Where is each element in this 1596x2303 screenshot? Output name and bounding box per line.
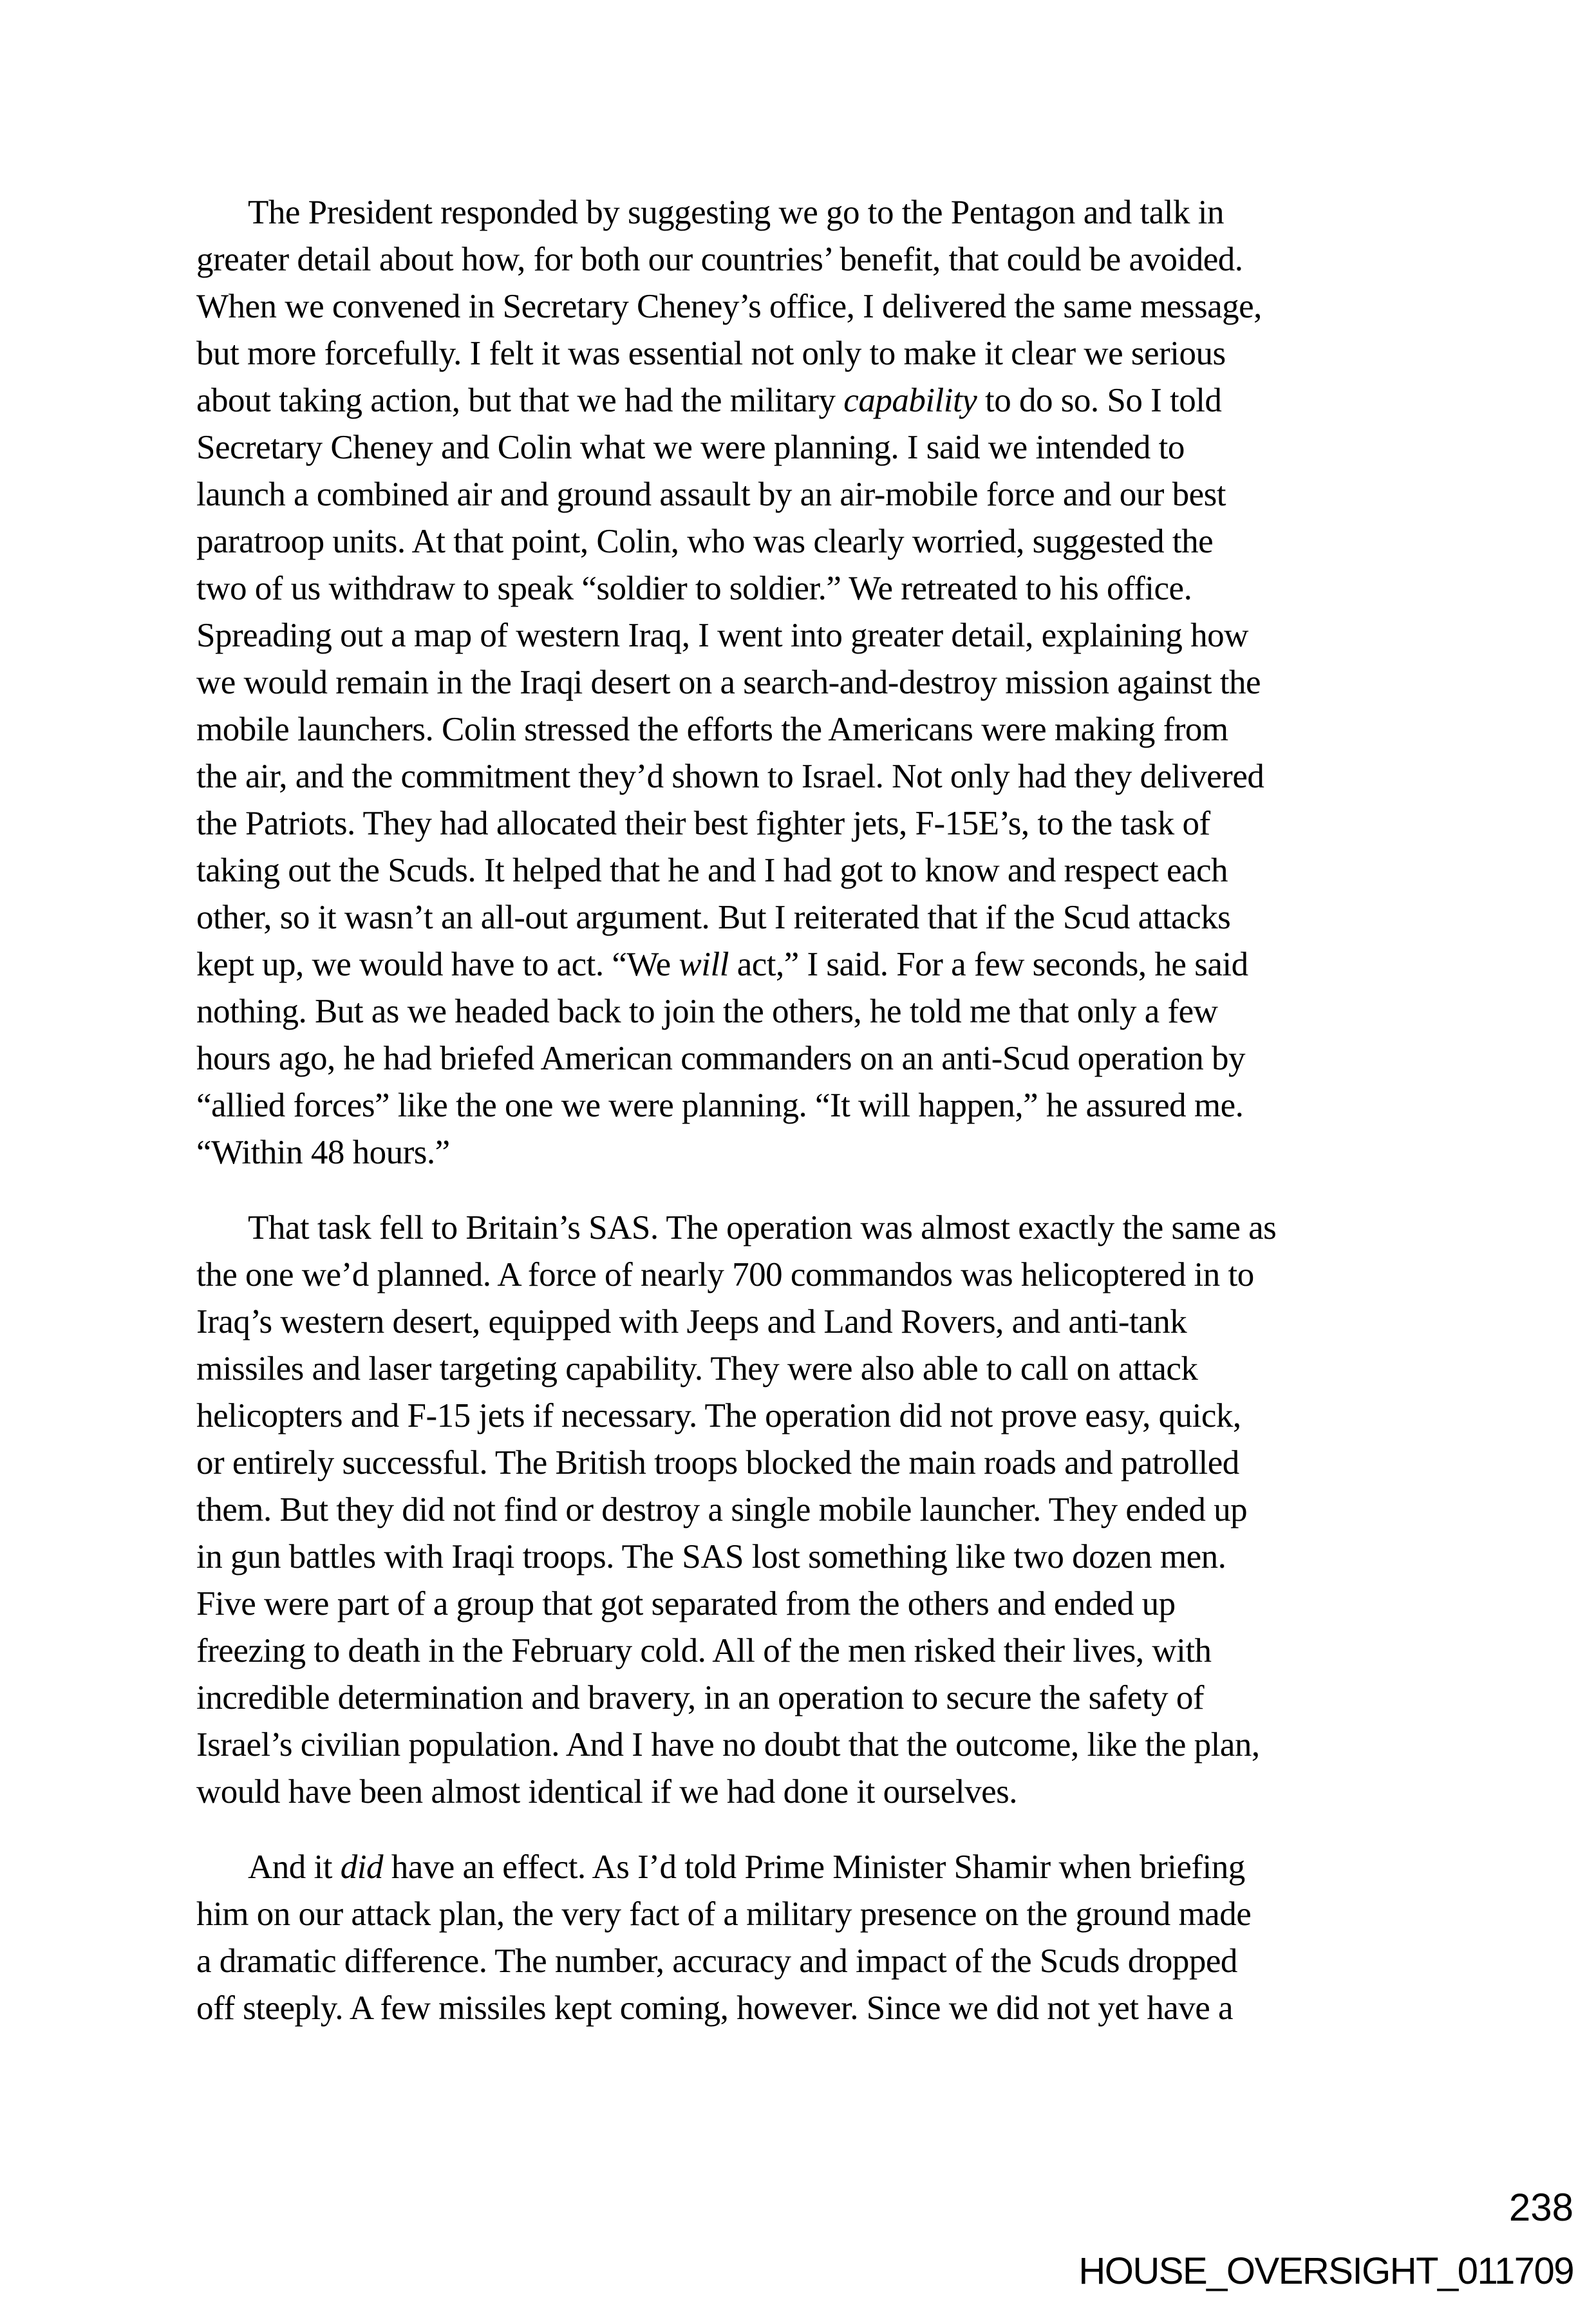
text-segment: freezing to death in the February cold. All of the men risked their lives, with (196, 1632, 1212, 1669)
text-line (196, 1252, 1484, 1299)
text-segment: them. But they did not find or destroy a single mobile launcher. They ended up (196, 1491, 1248, 1528)
text-segment: When we convened in Secretary Cheney’s office, I delivered the same message, (196, 288, 1262, 325)
text-segment: greater detail about how, for both our countries’ benefit, that could be avoided. (196, 241, 1243, 278)
text-segment: two of us withdraw to speak “soldier to soldier.” We retreated to his office. (196, 570, 1192, 607)
text-segment: about taking action, but that we had the military (196, 382, 844, 419)
text-line (196, 189, 1484, 236)
text-segment: Israel’s civilian population. And I have no doubt that the outcome, like the plan, (196, 1726, 1260, 1763)
text-line (196, 471, 1484, 518)
text-segment: or entirely successful. The British troops blocked the main roads and patrolled (196, 1444, 1239, 1481)
text-segment: nothing. But as we headed back to join the others, he told me that only a few (196, 993, 1218, 1030)
text-line (196, 1035, 1484, 1082)
text-segment: Five were part of a group that got separated from the others and ended up (196, 1585, 1176, 1622)
text-line (196, 424, 1484, 471)
text-line (196, 1938, 1484, 1985)
text-segment: incredible determination and bravery, in an operation to secure the safety of (196, 1679, 1205, 1716)
text-segment: the one we’d planned. A force of nearly 700 commandos was helicoptered in to (196, 1256, 1254, 1293)
text-line (196, 1769, 1484, 1816)
text-segment: helicopters and F-15 jets if necessary. The operation did not prove easy, quick, (196, 1397, 1241, 1434)
text-line (196, 612, 1484, 659)
text-line (196, 1722, 1484, 1769)
text-segment: the Patriots. They had allocated their best fighter jets, F-15E’s, to the task of (196, 805, 1210, 842)
text-line (196, 659, 1484, 706)
text-segment: “Within 48 hours.” (196, 1134, 450, 1171)
paragraph (196, 189, 1484, 1176)
text-segment: other, so it wasn’t an all-out argument. But I reiterated that if the Scud attacks (196, 899, 1231, 936)
text-segment: would have been almost identical if we had done it ourselves. (196, 1773, 1017, 1810)
text-line (196, 800, 1484, 847)
text-segment: launch a combined air and ground assault by an air-mobile force and our best (196, 476, 1226, 513)
text-line (196, 1581, 1484, 1628)
text-line (196, 894, 1484, 941)
text-line (196, 565, 1484, 612)
text-line (196, 518, 1484, 565)
text-line (196, 1891, 1484, 1938)
text-line (196, 1082, 1484, 1129)
text-line (196, 236, 1484, 283)
text-line (196, 1675, 1484, 1722)
page-number: 238 (1508, 2186, 1573, 2229)
text-segment: him on our attack plan, the very fact of a military presence on the ground made (196, 1895, 1252, 1933)
italic-text: did (340, 1848, 383, 1886)
text-line (196, 941, 1484, 988)
text-segment: in gun battles with Iraqi troops. The SAS lost something like two dozen men. (196, 1538, 1226, 1575)
italic-text: will (679, 946, 729, 983)
text-line (196, 1844, 1484, 1891)
text-segment: off steeply. A few missiles kept coming, however. Since we did not yet have a (196, 1989, 1234, 2027)
text-line (196, 1205, 1484, 1252)
text-line (196, 1346, 1484, 1393)
body-text (196, 189, 1484, 2032)
italic-text: capability (843, 382, 977, 419)
text-segment: to do so. So I told (977, 382, 1222, 419)
text-line (196, 283, 1484, 330)
text-segment: The President responded by suggesting we go to the Pentagon and talk in (248, 194, 1224, 231)
text-line (196, 1628, 1484, 1675)
text-line (196, 1393, 1484, 1440)
paragraph (196, 1205, 1484, 1816)
text-segment: a dramatic difference. The number, accuracy and impact of the Scuds dropped (196, 1942, 1237, 1980)
text-segment: act,” I said. For a few seconds, he said (728, 946, 1248, 983)
text-segment: That task fell to Britain’s SAS. The operation was almost exactly the same as (248, 1209, 1277, 1246)
text-segment: paratroop units. At that point, Colin, who was clearly worried, suggested the (196, 523, 1214, 560)
text-line (196, 1487, 1484, 1534)
text-segment: kept up, we would have to act. “We (196, 946, 679, 983)
text-line (196, 753, 1484, 800)
text-segment: Secretary Cheney and Colin what we were planning. I said we intended to (196, 429, 1185, 466)
text-line (196, 1985, 1484, 2032)
text-line (196, 330, 1484, 377)
text-segment: And it (248, 1848, 341, 1886)
text-segment: have an effect. As I’d told Prime Minister Shamir when briefing (382, 1848, 1245, 1886)
text-line (196, 847, 1484, 894)
text-segment: the air, and the commitment they’d shown to Israel. Not only had they delivered (196, 758, 1264, 795)
text-segment: but more forcefully. I felt it was essential not only to make it clear we serious (196, 335, 1226, 372)
bates-stamp: HOUSE_OVERSIGHT_011709 (1078, 2250, 1573, 2292)
text-segment: Spreading out a map of western Iraq, I went into greater detail, explaining how (196, 617, 1248, 654)
text-segment: mobile launchers. Colin stressed the efforts the Americans were making from (196, 711, 1228, 748)
text-segment: we would remain in the Iraqi desert on a search-and-destroy mission against the (196, 664, 1261, 701)
text-segment: Iraq’s western desert, equipped with Jeeps and Land Rovers, and anti-tank (196, 1303, 1187, 1340)
text-line (196, 1440, 1484, 1487)
text-line (196, 377, 1484, 424)
text-segment: taking out the Scuds. It helped that he and I had got to know and respect each (196, 852, 1228, 889)
text-line (196, 988, 1484, 1035)
paragraph (196, 1844, 1484, 2032)
text-line (196, 706, 1484, 753)
text-line (196, 1129, 1484, 1176)
text-segment: hours ago, he had briefed American commanders on an anti-Scud operation by (196, 1040, 1246, 1077)
text-segment: “allied forces” like the one we were planning. “It will happen,” he assured me. (196, 1087, 1244, 1124)
text-line (196, 1299, 1484, 1346)
text-segment: missiles and laser targeting capability. They were also able to call on attack (196, 1350, 1198, 1387)
text-line (196, 1534, 1484, 1581)
